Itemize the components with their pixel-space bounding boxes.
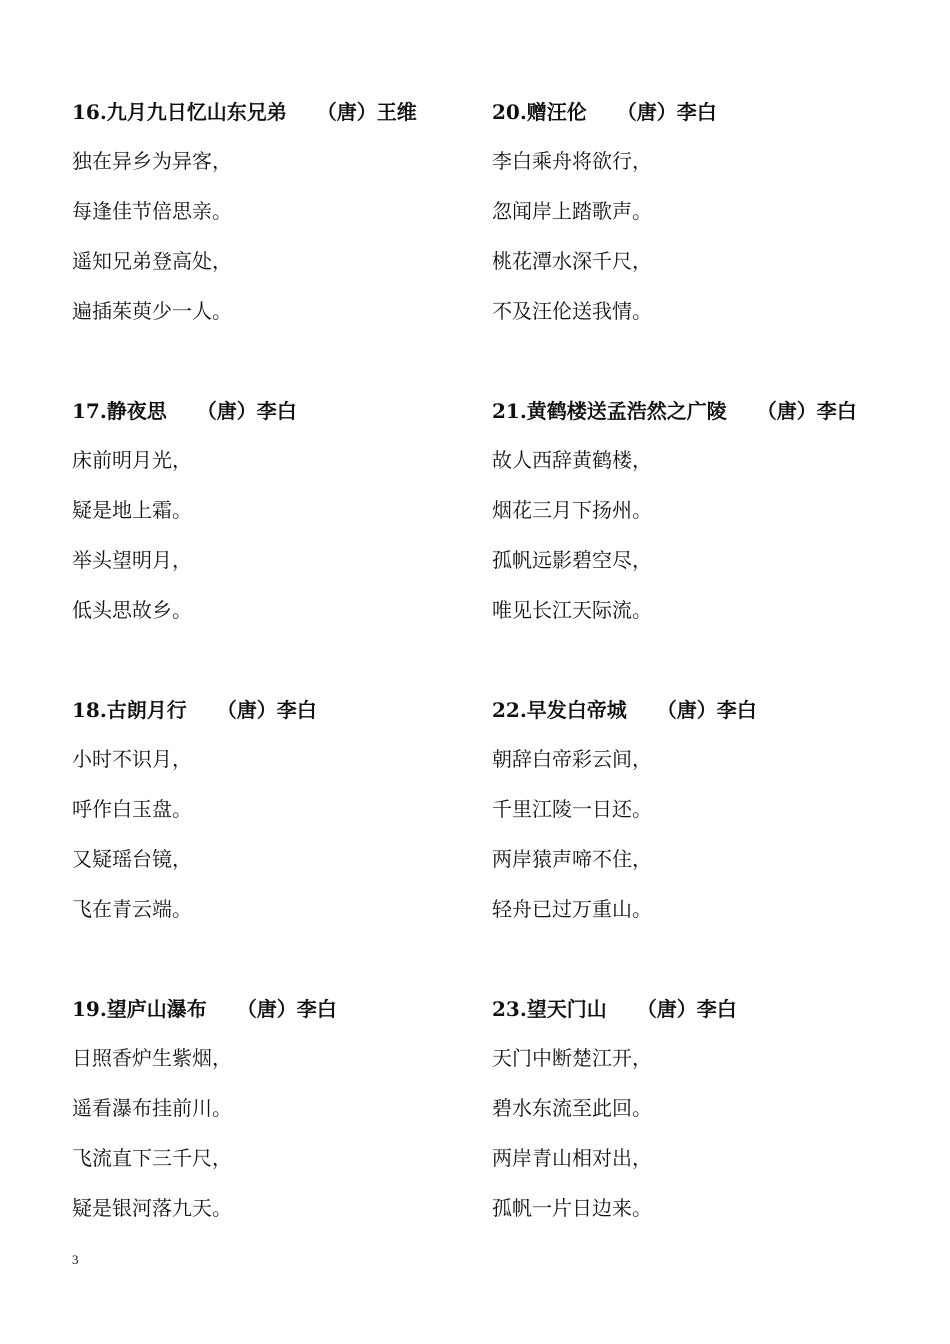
poem-lines — [72, 440, 482, 640]
poem-title — [72, 92, 482, 132]
poem-lines — [492, 1038, 942, 1238]
poem-name: 16.九月九日忆山东兄弟 — [72, 100, 287, 124]
poem-line: 李白乘舟将欲行， — [492, 149, 652, 173]
poem-line: 遥看瀑布挂前川。 — [72, 1096, 232, 1120]
poem — [72, 92, 482, 391]
poem-lines — [72, 1038, 482, 1238]
poem-name: 17.静夜思 — [72, 399, 167, 423]
poem-name: 19.望庐山瀑布 — [72, 997, 207, 1021]
poem — [492, 391, 942, 690]
poem-line: 故人西辞黄鹤楼， — [492, 448, 652, 472]
poem-name: 21.黄鹤楼送孟浩然之广陵 — [492, 399, 727, 423]
poem-line: 两岸青山相对出， — [492, 1146, 652, 1170]
poem-lines — [492, 739, 942, 939]
poem-line: 独在异乡为异客， — [72, 149, 232, 173]
poem-line: 又疑瑶台镜， — [72, 847, 192, 871]
poem-line: 日照香炉生紫烟， — [72, 1046, 232, 1070]
poem — [72, 690, 482, 989]
poem-title — [72, 690, 482, 730]
poem-line: 碧水东流至此回。 — [492, 1096, 652, 1120]
poem-name: 23.望天门山 — [492, 997, 607, 1021]
poem-author: （唐）李白 — [236, 997, 337, 1021]
poem-line: 小时不识月， — [72, 747, 192, 771]
poem-line: 千里江陵一日还。 — [492, 797, 652, 821]
poem-title — [72, 391, 482, 431]
poem-line: 两岸猿声啼不住， — [492, 847, 652, 871]
poem-name: 22.早发白帝城 — [492, 698, 627, 722]
poem-line: 疑是银河落九天。 — [72, 1196, 232, 1220]
poem-line: 遍插茱萸少一人。 — [72, 299, 232, 323]
poem-lines — [492, 141, 942, 341]
poem-line: 孤帆一片日边来。 — [492, 1196, 652, 1220]
poem-author: （唐）李白 — [616, 100, 717, 124]
left-column — [72, 92, 482, 1288]
poem-line: 低头思故乡。 — [72, 598, 192, 622]
poem — [492, 989, 942, 1288]
poem-line: 唯见长江天际流。 — [492, 598, 652, 622]
poem-line: 轻舟已过万重山。 — [492, 897, 652, 921]
poem — [72, 391, 482, 690]
poem-line: 飞在青云端。 — [72, 897, 192, 921]
poem-line: 举头望明月， — [72, 548, 192, 572]
poem-lines — [492, 440, 942, 640]
poem-author: （唐）李白 — [196, 399, 297, 423]
poem — [492, 690, 942, 989]
poem-lines — [72, 739, 482, 939]
poem — [72, 989, 482, 1288]
poem-author: （唐）李白 — [636, 997, 737, 1021]
poem-author: （唐）李白 — [216, 698, 317, 722]
poem-title — [72, 989, 482, 1029]
poem-line: 朝辞白帝彩云间， — [492, 747, 652, 771]
poem-title — [492, 92, 942, 132]
poem-author: （唐）李白 — [656, 698, 757, 722]
poem-author: （唐）王维 — [316, 100, 417, 124]
page-number: 3 — [72, 1252, 79, 1267]
poem-lines — [72, 141, 482, 341]
poem-line: 不及汪伦送我情。 — [492, 299, 652, 323]
poem-line: 遥知兄弟登高处， — [72, 249, 232, 273]
poem-line: 疑是地上霜。 — [72, 498, 192, 522]
poem-name: 20.赠汪伦 — [492, 100, 587, 124]
poem-title — [492, 989, 942, 1029]
poem-line: 忽闻岸上踏歌声。 — [492, 199, 652, 223]
poem-line: 烟花三月下扬州。 — [492, 498, 652, 522]
poem-line: 每逢佳节倍思亲。 — [72, 199, 232, 223]
poem-name: 18.古朗月行 — [72, 698, 187, 722]
right-column — [492, 92, 942, 1288]
poem-author: （唐）李白 — [756, 399, 857, 423]
poem-line: 呼作白玉盘。 — [72, 797, 192, 821]
poem-line: 天门中断楚江开， — [492, 1046, 652, 1070]
poem-line: 飞流直下三千尺， — [72, 1146, 232, 1170]
poem-title — [492, 391, 942, 431]
poem-line: 桃花潭水深千尺， — [492, 249, 652, 273]
poem-line: 孤帆远影碧空尽， — [492, 548, 652, 572]
poem — [492, 92, 942, 391]
poem-line: 床前明月光， — [72, 448, 192, 472]
poem-title — [492, 690, 942, 730]
